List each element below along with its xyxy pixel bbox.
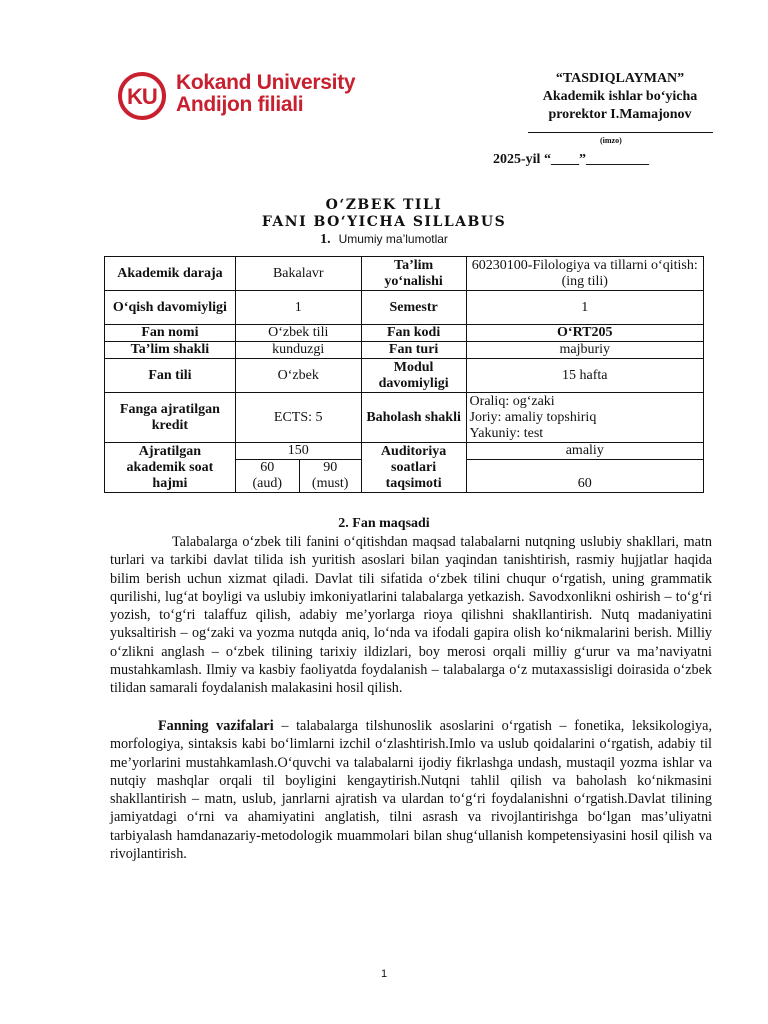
value-study-direction: 60230100-Filologiya va tillarni o‘qitish: (ing tili) — [466, 257, 703, 291]
approval-line-2: prorektor I.Mamajonov — [548, 107, 692, 122]
label-study-direction: Ta’lim yo‘nalishi — [361, 257, 466, 291]
course-tasks-paragraph — [110, 717, 712, 863]
document-title-line-1: O‘ZBEK TILI — [325, 197, 443, 213]
label-credits: Fanga ajratilgan kredit — [105, 393, 236, 443]
logo-mark: KU — [127, 84, 157, 109]
value-assessment-form — [466, 393, 703, 443]
label-course-name: Fan nomi — [105, 325, 236, 342]
label-study-form: Ta’lim shakli — [105, 342, 236, 359]
course-tasks-lead: Fanning vazifalari — [158, 718, 274, 734]
value-course-code: O‘RT205 — [466, 325, 703, 342]
label-academic-degree: Akademik daraja — [105, 257, 236, 291]
auditorium-hours-number: 60 — [260, 460, 275, 475]
label-semester: Semestr — [361, 291, 466, 325]
approval-title: “TASDIQLAYMAN” — [555, 71, 685, 86]
value-academic-degree: Bakalavr — [235, 257, 361, 291]
value-independent-hours — [299, 460, 361, 493]
independent-hours-number: 90 — [323, 460, 338, 475]
label-course-language: Fan tili — [105, 359, 236, 393]
signature-label: (imzo) — [600, 136, 622, 145]
value-study-duration: 1 — [235, 291, 361, 325]
value-class-type: amaliy — [466, 443, 703, 460]
course-goal-paragraph: Talabalarga o‘zbek tili fanini o‘qitishdan maqsad talabalarni nutqning uslubiy shakllari, matn turlari va tarkibi davlat tilida ish yuritish asoslari bilan yaqindan tanishtirish, rasmiy hujjatlar haqida bilim berish uchun xizmat qiladi. Davlat tili sifatida o‘zbek tilini chuqur o‘rgatish, uning grammatik qurilishi, lug‘at boyligi va uslubiy imkoniyatlarini talabalarga yetkazish. Savodxonlikni oshirish – to‘g‘ri yozish, to‘g‘ri talaffuz qilish, adabiy me’yorlarga rioya qilishni shakllantirish. Nutq madaniyatini yuksaltirish – og‘zaki va yozma nutqda aniq, lo‘nda va ifodali gapira olish ko‘nikmalarini berish. Milliy o‘zlikni anglash – o‘zbek tilining tarixiy ildizlari, boy merosi orqali milliy g‘urur va ma’naviyatni mustahkamlash. Ilmiy va kasbiy faoliyatda foydalanish – talabalarga o‘z mutaxassisligi doirasida o‘zbek tilidan samarali foydalanish malakasini hosil qilish. — [110, 534, 712, 697]
label-academic-hours: Ajratilgan akademik soat hajmi — [105, 443, 236, 493]
course-tasks-text: – talabalarga tilshunoslik asoslarini o‘rgatish – fonetika, leksikologiya, morfologiya, sintaksis kabi bo‘limlarni izchil o‘zlashtirish.Imlo va uslub qoidalarini o‘rgatish, adabiy til me’yorlarini mustahkamlash.O‘quvchi va talabalarni ijodiy fikrlashga undash, mustaqil yozma ishlar va nutqiy mashqlar orqali til boyligini kengaytirish.Nutqni tahlil qilish va baholash ko‘nikmasini shakllantirish – matn, uslub, janrlarni ajratish va ulardan to‘g‘ri foydalanishni o‘rgatish.Davlat tilining jamiyatdagi o‘rni va ahamiyatini anglatish, tilni asrash va rivojlantirishga bo‘lgan mas’uliyatni tarbiyalash hamdanazariy-metodologik muammolari bilan shug‘ullanish kompetensiyasini hosil qilish va rivojlantirish. — [110, 718, 712, 863]
approval-line-1: Akademik ishlar bo‘yicha — [542, 89, 698, 104]
university-logo — [118, 68, 378, 128]
signature-line — [528, 132, 713, 133]
auditorium-hours-label: (aud) — [252, 476, 283, 491]
value-credits: ECTS: 5 — [235, 393, 361, 443]
label-module-duration: Modul davomiyligi — [361, 359, 466, 393]
section-1-heading — [0, 231, 768, 248]
label-course-code: Fan kodi — [361, 325, 466, 342]
value-course-name: O‘zbek tili — [235, 325, 361, 342]
logo-text — [176, 72, 355, 116]
value-practical-hours: 60 — [466, 460, 703, 493]
course-info-table — [104, 256, 704, 493]
value-module-duration: 15 hafta — [466, 359, 703, 393]
logo-line-2: Andijon filiali — [176, 93, 304, 116]
value-course-language: O‘zbek — [235, 359, 361, 393]
approval-date: 2025-yil “____”_________ — [493, 152, 649, 167]
value-semester: 1 — [466, 291, 703, 325]
logo-line-1: Kokand University — [176, 71, 356, 94]
document-title-line-2: FANI BO‘YICHA SILLABUS — [261, 214, 507, 230]
label-study-duration: O‘qish davomiyligi — [105, 291, 236, 325]
section-2-heading: 2. Fan maqsadi — [338, 516, 430, 531]
section-1-label: Umumiy ma’lumotlar — [338, 232, 448, 246]
value-course-type: majburiy — [466, 342, 703, 359]
ku-logo-icon — [118, 72, 166, 120]
approval-block — [520, 70, 720, 124]
section-1-number: 1. — [320, 232, 331, 247]
value-total-hours: 150 — [235, 443, 361, 460]
page-number: 1 — [380, 968, 388, 980]
label-assessment-form: Baholash shakli — [361, 393, 466, 443]
independent-hours-label: (must) — [311, 476, 349, 491]
label-auditorium-hours: Auditoriya soatlari taqsimoti — [361, 443, 466, 493]
value-auditorium-hours — [235, 460, 299, 493]
value-study-form: kunduzgi — [235, 342, 361, 359]
assessment-current: Joriy: amaliy topshiriq — [469, 409, 597, 425]
assessment-final: Yakuniy: test — [469, 425, 544, 441]
assessment-midterm: Oraliq: og‘zaki — [469, 393, 555, 409]
label-course-type: Fan turi — [361, 342, 466, 359]
